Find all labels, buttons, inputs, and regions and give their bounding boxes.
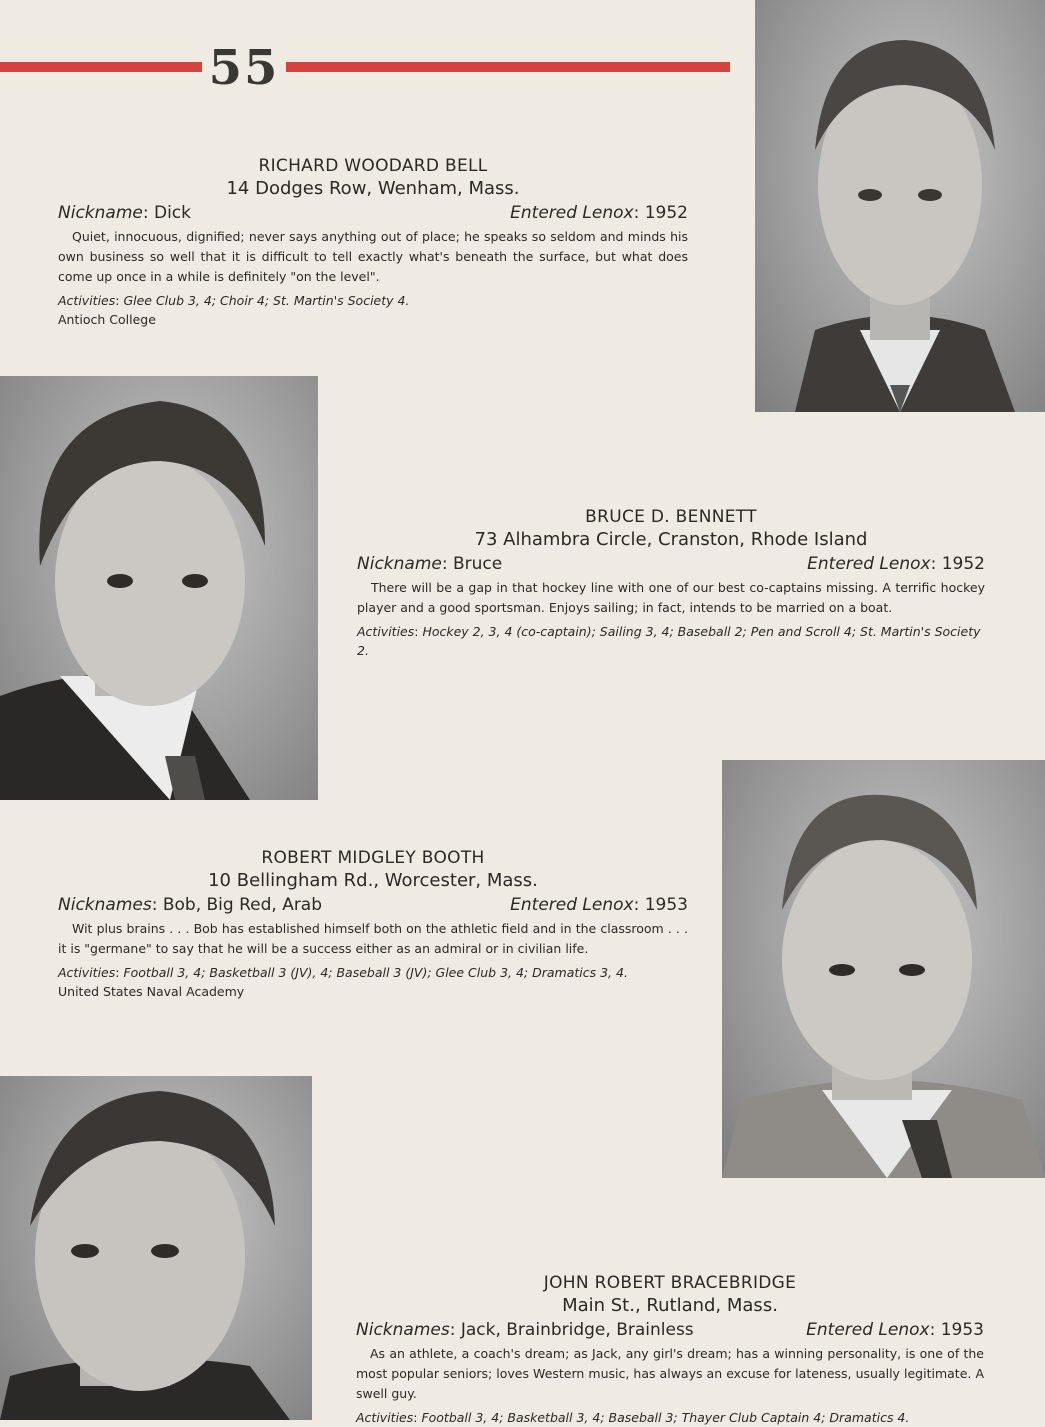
- student-bio: Wit plus brains . . . Bob has established himself both on the athletic field and in the classroom . . . it is "germane" to say that he will be a success either as an admiral or in civilian life.: [58, 921, 688, 956]
- entered-year: 1952: [644, 203, 688, 223]
- student-meta-row: [357, 552, 985, 576]
- student-address: 10 Bellingham Rd., Worcester, Mass.: [208, 870, 538, 891]
- activities-value: Football 3, 4; Basketball 3 (JV), 4; Baseball 3 (JV); Glee Club 3, 4; Dramatics 3, 4.: [123, 965, 628, 980]
- student-activities: Activities: Glee Club 3, 4; Choir 4; St. Martin's Society 4.: [58, 293, 410, 308]
- portrait-photo-booth: [722, 760, 1045, 1178]
- student-entry-booth: [58, 847, 688, 1001]
- student-entry-bennett: [357, 506, 985, 660]
- nickname-field: Nickname: Bruce: [357, 554, 503, 574]
- page-number: 55: [208, 40, 280, 96]
- student-name: BRUCE D. BENNETT: [585, 507, 757, 527]
- nickname-value: Jack, Brainbridge, Brainless: [460, 1320, 694, 1340]
- entered-year: 1952: [941, 554, 985, 574]
- portrait-photo-bracebridge: [0, 1076, 312, 1420]
- portrait-photo-bell: [755, 0, 1045, 412]
- student-name: JOHN ROBERT BRACEBRIDGE: [543, 1273, 797, 1293]
- student-entry-bell: [58, 155, 688, 329]
- student-activities: Activities: Football 3, 4; Basketball 3, 4; Baseball 3; Thayer Club Captain 4; Dramatics 4.: [356, 1410, 910, 1425]
- nickname-label: Nickname: [58, 203, 143, 223]
- student-meta-row: [356, 1318, 984, 1342]
- student-meta-row: [58, 893, 688, 917]
- student-activities: Activities: Hockey 2, 3, 4 (co-captain); Sailing 3, 4; Baseball 2; Pen and Scroll 4; St. Martin's Society 2.: [357, 624, 981, 658]
- header-rule-right: [286, 62, 730, 72]
- activities-value: Glee Club 3, 4; Choir 4; St. Martin's Society 4.: [123, 293, 410, 308]
- portrait-photo-bennett: [0, 376, 318, 800]
- entered-year: 1953: [940, 1320, 984, 1340]
- header-rule-left: [0, 62, 202, 72]
- activities-value: Hockey 2, 3, 4 (co-captain); Sailing 3, 4; Baseball 2; Pen and Scroll 4; St. Martin's Society 2.: [357, 624, 981, 658]
- student-bio: There will be a gap in that hockey line with one of our best co-captains missing. A terrific hockey player and a good sportsman. Enjoys sailing; in fact, intends to be married on a boat.: [357, 580, 985, 615]
- entered-label: Entered Lenox: [807, 554, 931, 574]
- entered-field: Entered Lenox: 1952: [510, 203, 688, 223]
- student-name: ROBERT MIDGLEY BOOTH: [261, 848, 485, 868]
- student-activities: Activities: Football 3, 4; Basketball 3 (JV), 4; Baseball 3 (JV); Glee Club 3, 4; Dramatics 3, 4.: [58, 965, 628, 980]
- entered-field: Entered Lenox: 1952: [807, 554, 985, 574]
- entered-field: Entered Lenox: 1953: [806, 1320, 984, 1340]
- nickname-label: Nicknames: [356, 1320, 450, 1340]
- student-meta-row: [58, 201, 688, 225]
- nickname-value: Bruce: [452, 554, 503, 574]
- nickname-label: Nickname: [357, 554, 442, 574]
- activities-label: Activities: [357, 624, 415, 639]
- student-address: 73 Alhambra Circle, Cranston, Rhode Island: [474, 529, 868, 550]
- entered-year: 1953: [644, 895, 688, 915]
- student-address: Main St., Rutland, Mass.: [562, 1295, 778, 1316]
- activities-value: Football 3, 4; Basketball 3, 4; Baseball 3; Thayer Club Captain 4; Dramatics 4.: [421, 1410, 910, 1425]
- student-college: Antioch College: [58, 312, 156, 327]
- nickname-field: Nickname: Dick: [58, 203, 191, 223]
- entered-label: Entered Lenox: [806, 1320, 930, 1340]
- entered-field: Entered Lenox: 1953: [510, 895, 688, 915]
- entered-label: Entered Lenox: [510, 203, 634, 223]
- nickname-label: Nicknames: [58, 895, 152, 915]
- student-entry-bracebridge: [356, 1272, 984, 1427]
- activities-label: Activities: [58, 965, 116, 980]
- entered-label: Entered Lenox: [510, 895, 634, 915]
- student-bio: As an athlete, a coach's dream; as Jack, any girl's dream; has a winning personality, is one of the most popular seniors; loves Western music, has always an excuse for lateness, usually legitimate. A swell guy.: [356, 1346, 984, 1401]
- student-bio: Quiet, innocuous, dignified; never says anything out of place; he speaks so seldom and minds his own business so well that it is difficult to tell exactly what's beneath the surface, but what does come up once in a while is definitely "on the level".: [58, 229, 688, 284]
- nickname-field: Nicknames: Bob, Big Red, Arab: [58, 895, 323, 915]
- student-address: 14 Dodges Row, Wenham, Mass.: [226, 178, 520, 199]
- nickname-value: Bob, Big Red, Arab: [162, 895, 323, 915]
- activities-label: Activities: [58, 293, 116, 308]
- activities-label: Activities: [356, 1410, 414, 1425]
- nickname-value: Dick: [153, 203, 191, 223]
- student-college: United States Naval Academy: [58, 984, 245, 999]
- nickname-field: Nicknames: Jack, Brainbridge, Brainless: [356, 1320, 694, 1340]
- student-name: RICHARD WOODARD BELL: [258, 156, 488, 176]
